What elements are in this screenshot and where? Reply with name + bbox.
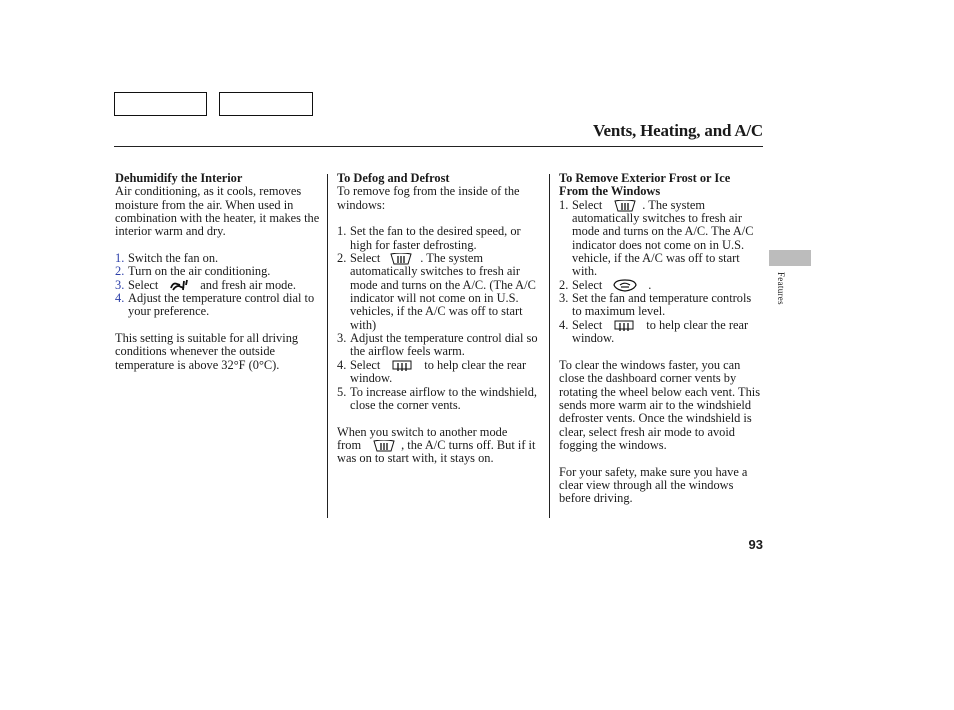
list-item: 4. Select to help clear the rear window. [559,317,749,346]
section-heading: To Remove Exterior Frost or Ice From the Windows [559,171,731,199]
list-item: 4. Select to help clear the rear window. [337,357,527,386]
column-divider [327,174,328,518]
section-tab-label: Features [776,272,786,305]
column-divider [549,174,550,518]
list-item: 3. Adjust the temperature control dial so the airflow feels warm. [337,331,538,359]
steps-list [115,252,320,319]
steps-list [337,225,543,412]
column-defog [337,172,543,466]
section-heading: To Defog and Defrost [337,171,450,185]
paragraph: Air conditioning, as it cools, removes moisture from the air. When used in combination with the heater, it makes the interior warm and dry. [115,184,320,239]
paragraph: To clear the windows faster, you can close the dashboard corner vents by rotating the wheel below each vent. This sends more warm air to the windshield defroster vents. Once the windshield is clear, select fresh air mode to avoid fogging the windows. [559,357,761,452]
page-title: Vents, Heating, and A/C [593,121,763,140]
list-item: 3. Set the fan and temperature controls to maximum level. [559,291,752,319]
fresh-air-icon [612,279,638,292]
nav-box-previous[interactable] [114,92,207,116]
paragraph: This setting is suitable for all driving conditions whenever the outside temperature is above 32°F (0°C). [115,331,299,372]
paragraph: When you switch to another mode from , the A/C turns off. But if it was on to start with, it stays on. [337,424,536,466]
fresh-air-mode-icon [170,279,188,292]
list-item: 1. Set the fan to the desired speed, or high for faster defrosting. [337,224,521,252]
page-number: 93 [748,537,763,552]
column-frost [559,172,762,506]
list-item: 2. Select . The system automatically switches to fresh air mode and turns on the A/C. (The A/C indicator will not come on in U.S. vehicles, if the A/C was off to start with) [337,251,536,332]
rear-window-defogger-icon [392,360,412,372]
section-tab [769,250,811,266]
list-item: 2. Select . [559,277,652,292]
column-dehumidify [115,172,320,372]
nav-box-next[interactable] [219,92,313,116]
rear-window-defogger-icon [614,320,634,332]
windshield-defrost-icon [614,200,636,212]
list-item: 1. Switch the fan on. [115,251,219,266]
list-item: 4. Adjust the temperature control dial to your preference. [115,291,315,319]
paragraph: To remove fog from the inside of the windows: [337,184,520,212]
list-item: 3. Select and fresh air mode. [115,277,296,292]
windshield-defrost-icon [373,440,395,452]
paragraph: For your safety, make sure you have a clear view through all the windows before driving. [559,464,748,506]
section-heading: Dehumidify the Interior [115,171,243,185]
list-item: 2. Turn on the air conditioning. [115,264,271,279]
title-rule [114,146,763,147]
steps-list [559,199,762,346]
list-item: 1. Select . The system automatically switches to fresh air mode and turns on the A/C. The A/C indicator does not come on in U.S. vehicle, if the A/C was off to start with. [559,197,754,279]
windshield-defrost-icon [390,253,412,265]
list-item: 5. To increase airflow to the windshield, close the corner vents. [337,384,538,412]
